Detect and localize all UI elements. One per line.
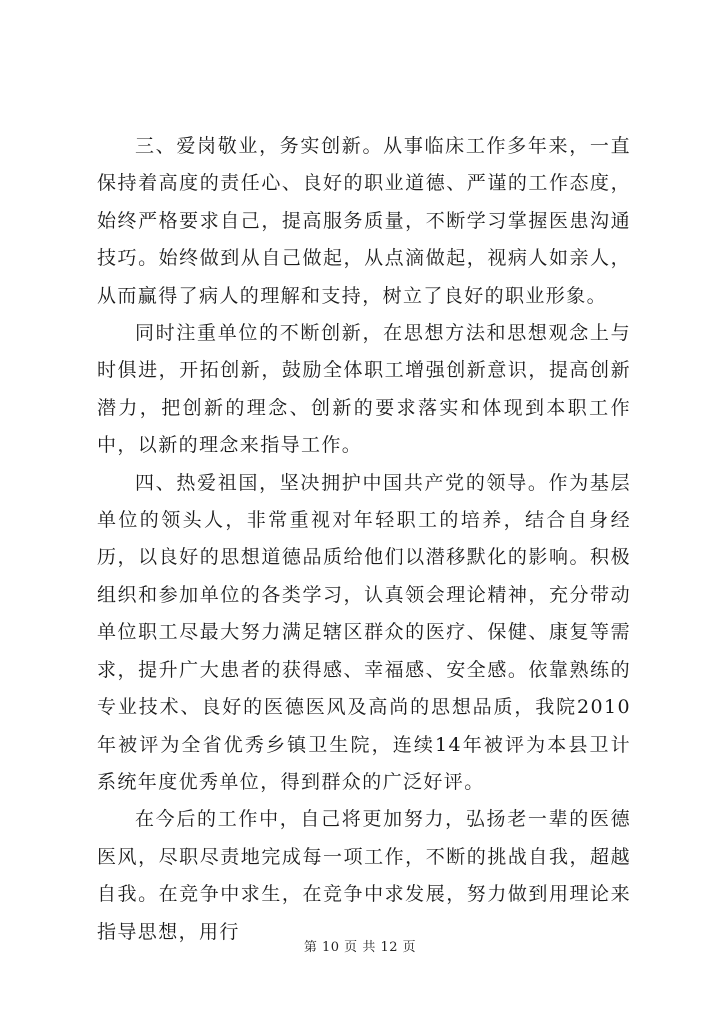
paragraph-dedication-innovation: 三、爱岗敬业，务实创新。从事临床工作多年来，一直保持着高度的责任心、良好的职业道德、严谨的工作态度，始终严格要求自己，提高服务质量，不断学习掌握医患沟通技巧。始终做到从自己做起，从点滴做起，视病人如亲人，从而赢得了病人的理解和支持，树立了良好的职业形象。 [97,135,631,307]
document-body [97,128,631,951]
paragraph-patriotism: 四、热爱祖国，坚决拥护中国共产党的领导。作为基层单位的领头人，非常重视对年轻职工的培养，结合自身经历，以良好的思想道德品质给他们以潜移默化的影响。积极组织和参加单位的各类学习，认真领会理论精神，充分带动单位职工尽最大努力满足辖区群众的医疗、保健、康复等需求，提升广大患者的获得感、幸福感、安全感。依靠熟练的专业技术、良好的医德医风及高尚的思想品质，我院2010年被评为全省优秀乡镇卫生院，连续14年被评为本县卫计系统年度优秀单位，得到群众的广泛好评。 [97,471,631,793]
paragraph-unit-innovation: 同时注重单位的不断创新，在思想方法和思想观念上与时俱进，开拓创新，鼓励全体职工增强创新意识，提高创新潜力，把创新的理念、创新的要求落实和体现到本职工作中，以新的理念来指导工作。 [97,322,631,457]
page-number-footer: 第 10 页 共 12 页 [303,940,417,955]
paragraph-future-work: 在今后的工作中，自己将更加努力，弘扬老一辈的医德医风，尽职尽责地完成每一项工作，不断的挑战自我，超越自我。在竞争中求生，在竞争中求发展，努力做到用理论来指导思想，用行 [97,808,631,943]
